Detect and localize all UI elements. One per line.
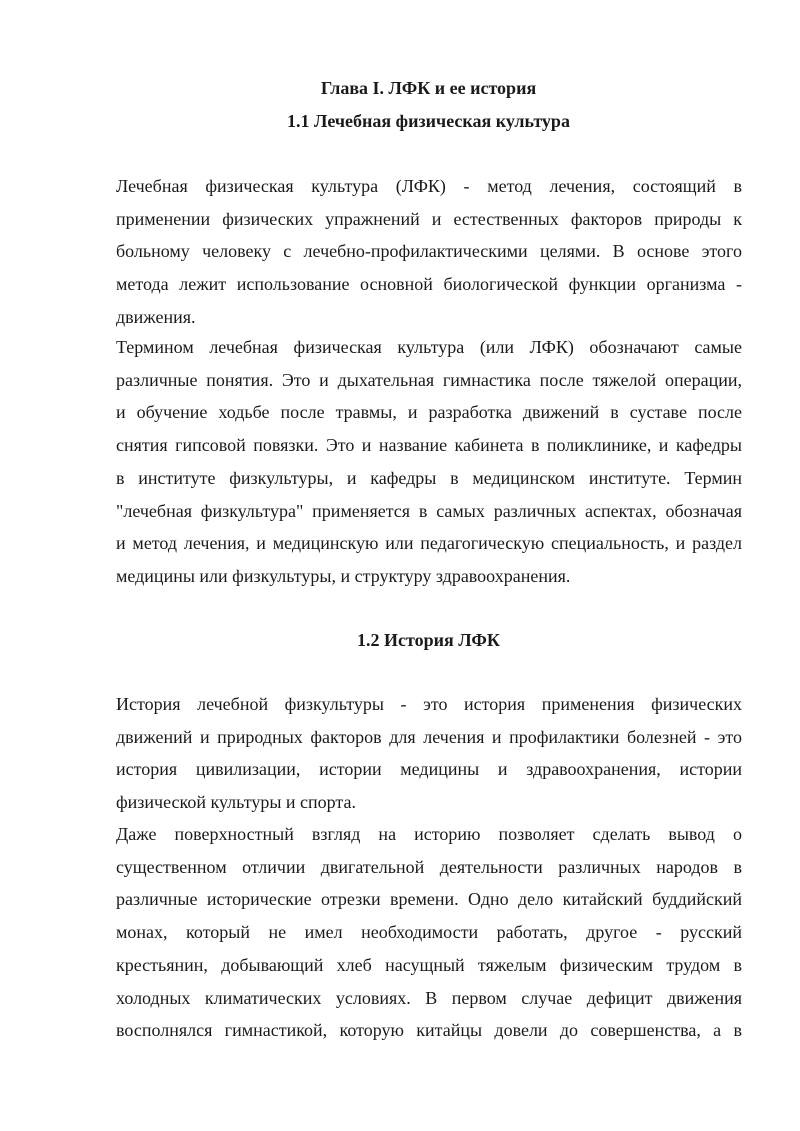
chapter-title: Глава I. ЛФК и ее история bbox=[320, 78, 537, 98]
text-line: и метод лечения, и медицинскую или педагогическую специальность, и раздел bbox=[116, 533, 742, 554]
paragraph-2 bbox=[116, 331, 742, 593]
text-line: метода лежит использование основной биологической функции организма - bbox=[116, 274, 742, 295]
text-line: физической культуры и спорта. bbox=[116, 792, 357, 813]
text-line: движения. bbox=[116, 306, 196, 327]
text-line: история цивилизации, истории медицины и здравоохранения, истории bbox=[116, 759, 742, 780]
text-line: холодных климатических условиях. В первом случае дефицит движения bbox=[116, 987, 742, 1008]
text-line: существенном отличии двигательной деятельности различных народов в bbox=[116, 856, 742, 877]
section-title-2: 1.2 История ЛФК bbox=[357, 630, 500, 650]
text-line: монах, который не имел необходимости работать, другое - русский bbox=[116, 922, 742, 943]
paragraph-1 bbox=[116, 170, 742, 334]
text-line: различные понятия. Это и дыхательная гимнастика после тяжелой операции, bbox=[116, 369, 742, 390]
text-line: в институте физкультуры, и кафедры в медицинском институте. Термин bbox=[116, 467, 742, 488]
text-line: Термином лечебная физическая культура (или ЛФК) обозначают самые bbox=[116, 337, 742, 357]
text-line: применении физических упражнений и естественных факторов природы к bbox=[116, 208, 742, 229]
text-line: восполнялся гимнастикой, которую китайцы довели до совершенства, а в bbox=[116, 1020, 742, 1041]
text-line: и обучение ходьбе после травмы, и разработка движений в суставе после bbox=[116, 402, 742, 423]
text-line: снятия гипсовой повязки. Это и название кабинета в поликлинике, и кафедры bbox=[116, 435, 742, 456]
text-line: "лечебная физкультура" применяется в самых различных аспектах, обозначая bbox=[116, 500, 742, 521]
section-title-1: 1.1 Лечебная физическая культура bbox=[287, 111, 570, 131]
text-line: медицины или физкультуры, и структуру здравоохранения. bbox=[116, 565, 571, 586]
text-line: История лечебной физкультуры - это история применения физических bbox=[116, 694, 742, 714]
text-line: Лечебная физическая культура (ЛФК) - метод лечения, состоящий в bbox=[116, 176, 742, 196]
paragraph-3 bbox=[116, 688, 742, 819]
text-line: больному человеку с лечебно-профилактическими целями. В основе этого bbox=[116, 241, 742, 262]
text-line: Даже поверхностный взгляд на историю позволяет сделать вывод о bbox=[116, 824, 742, 844]
paragraph-4 bbox=[116, 818, 742, 1047]
text-line: крестьянин, добывающий хлеб насущный тяжелым физическим трудом в bbox=[116, 954, 742, 975]
text-line: различные исторические отрезки времени. Одно дело китайский буддийский bbox=[116, 889, 742, 910]
text-line: движений и природных факторов для лечения и профилактики болезней - это bbox=[116, 726, 742, 747]
